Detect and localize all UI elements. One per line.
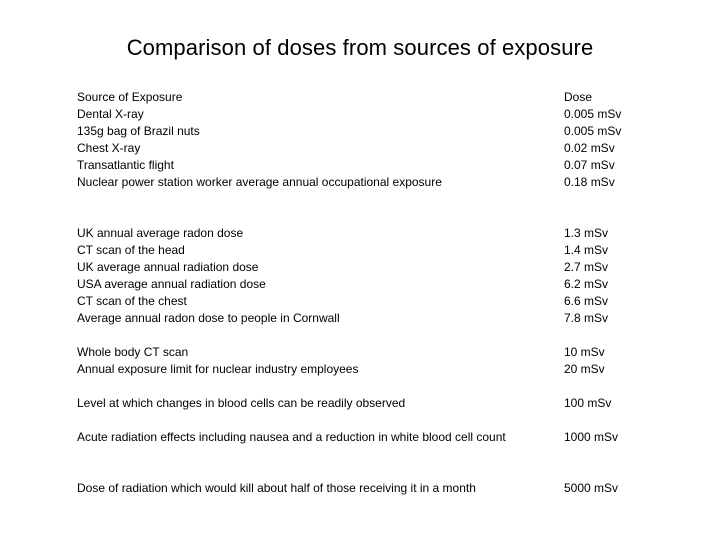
dose-cell: 0.005 mSv xyxy=(564,107,622,121)
source-column-header: Source of Exposure xyxy=(77,90,183,104)
table-row xyxy=(77,157,657,174)
source-cell: Annual exposure limit for nuclear industry employees xyxy=(77,362,359,376)
source-cell: Whole body CT scan xyxy=(77,345,189,359)
source-cell: Level at which changes in blood cells can be readily observed xyxy=(77,396,406,410)
dose-cell: 20 mSv xyxy=(564,362,605,376)
dose-cell: 1.3 mSv xyxy=(564,226,609,240)
table-row xyxy=(77,310,657,327)
source-cell: 135g bag of Brazil nuts xyxy=(77,124,200,138)
dose-cell: 2.7 mSv xyxy=(564,260,609,274)
table-row xyxy=(77,123,657,140)
table-row xyxy=(77,395,657,412)
dose-cell: 0.02 mSv xyxy=(564,141,615,155)
source-cell: Dose of radiation which would kill about half of those receiving it in a month xyxy=(77,481,476,495)
dose-cell: 6.2 mSv xyxy=(564,277,609,291)
table-row xyxy=(77,361,657,378)
dose-cell: 6.6 mSv xyxy=(564,294,609,308)
table-row xyxy=(77,106,657,123)
table-header-row xyxy=(77,89,657,106)
table-row xyxy=(77,276,657,293)
dose-column-header: Dose xyxy=(564,90,593,104)
source-cell: Average annual radon dose to people in Cornwall xyxy=(77,311,340,325)
dose-cell: 5000 mSv xyxy=(564,481,619,495)
source-cell: USA average annual radiation dose xyxy=(77,277,266,291)
dose-cell: 0.18 mSv xyxy=(564,175,615,189)
source-cell: UK average annual radiation dose xyxy=(77,260,259,274)
dose-cell: 0.005 mSv xyxy=(564,124,622,138)
dose-cell: 1000 mSv xyxy=(564,430,619,444)
page-title: Comparison of doses from sources of exposure xyxy=(126,35,594,60)
table-row xyxy=(77,259,657,276)
source-cell: Acute radiation effects including nausea and a reduction in white blood cell count xyxy=(77,430,506,444)
source-cell: Nuclear power station worker average annual occupational exposure xyxy=(77,175,442,189)
table-row xyxy=(77,140,657,157)
table-row xyxy=(77,293,657,310)
dose-cell: 10 mSv xyxy=(564,345,605,359)
table-row xyxy=(77,480,657,497)
table-row xyxy=(77,174,657,191)
table-row xyxy=(77,242,657,259)
table-row xyxy=(77,225,657,242)
dose-cell: 100 mSv xyxy=(564,396,612,410)
dose-cell: 7.8 mSv xyxy=(564,311,609,325)
table-row xyxy=(77,429,657,446)
source-cell: UK annual average radon dose xyxy=(77,226,244,240)
source-cell: CT scan of the chest xyxy=(77,294,187,308)
dose-cell: 0.07 mSv xyxy=(564,158,615,172)
dose-cell: 1.4 mSv xyxy=(564,243,609,257)
source-cell: Chest X-ray xyxy=(77,141,141,155)
source-cell: Transatlantic flight xyxy=(77,158,174,172)
source-cell: CT scan of the head xyxy=(77,243,185,257)
source-cell: Dental X-ray xyxy=(77,107,144,121)
table-row xyxy=(77,344,657,361)
